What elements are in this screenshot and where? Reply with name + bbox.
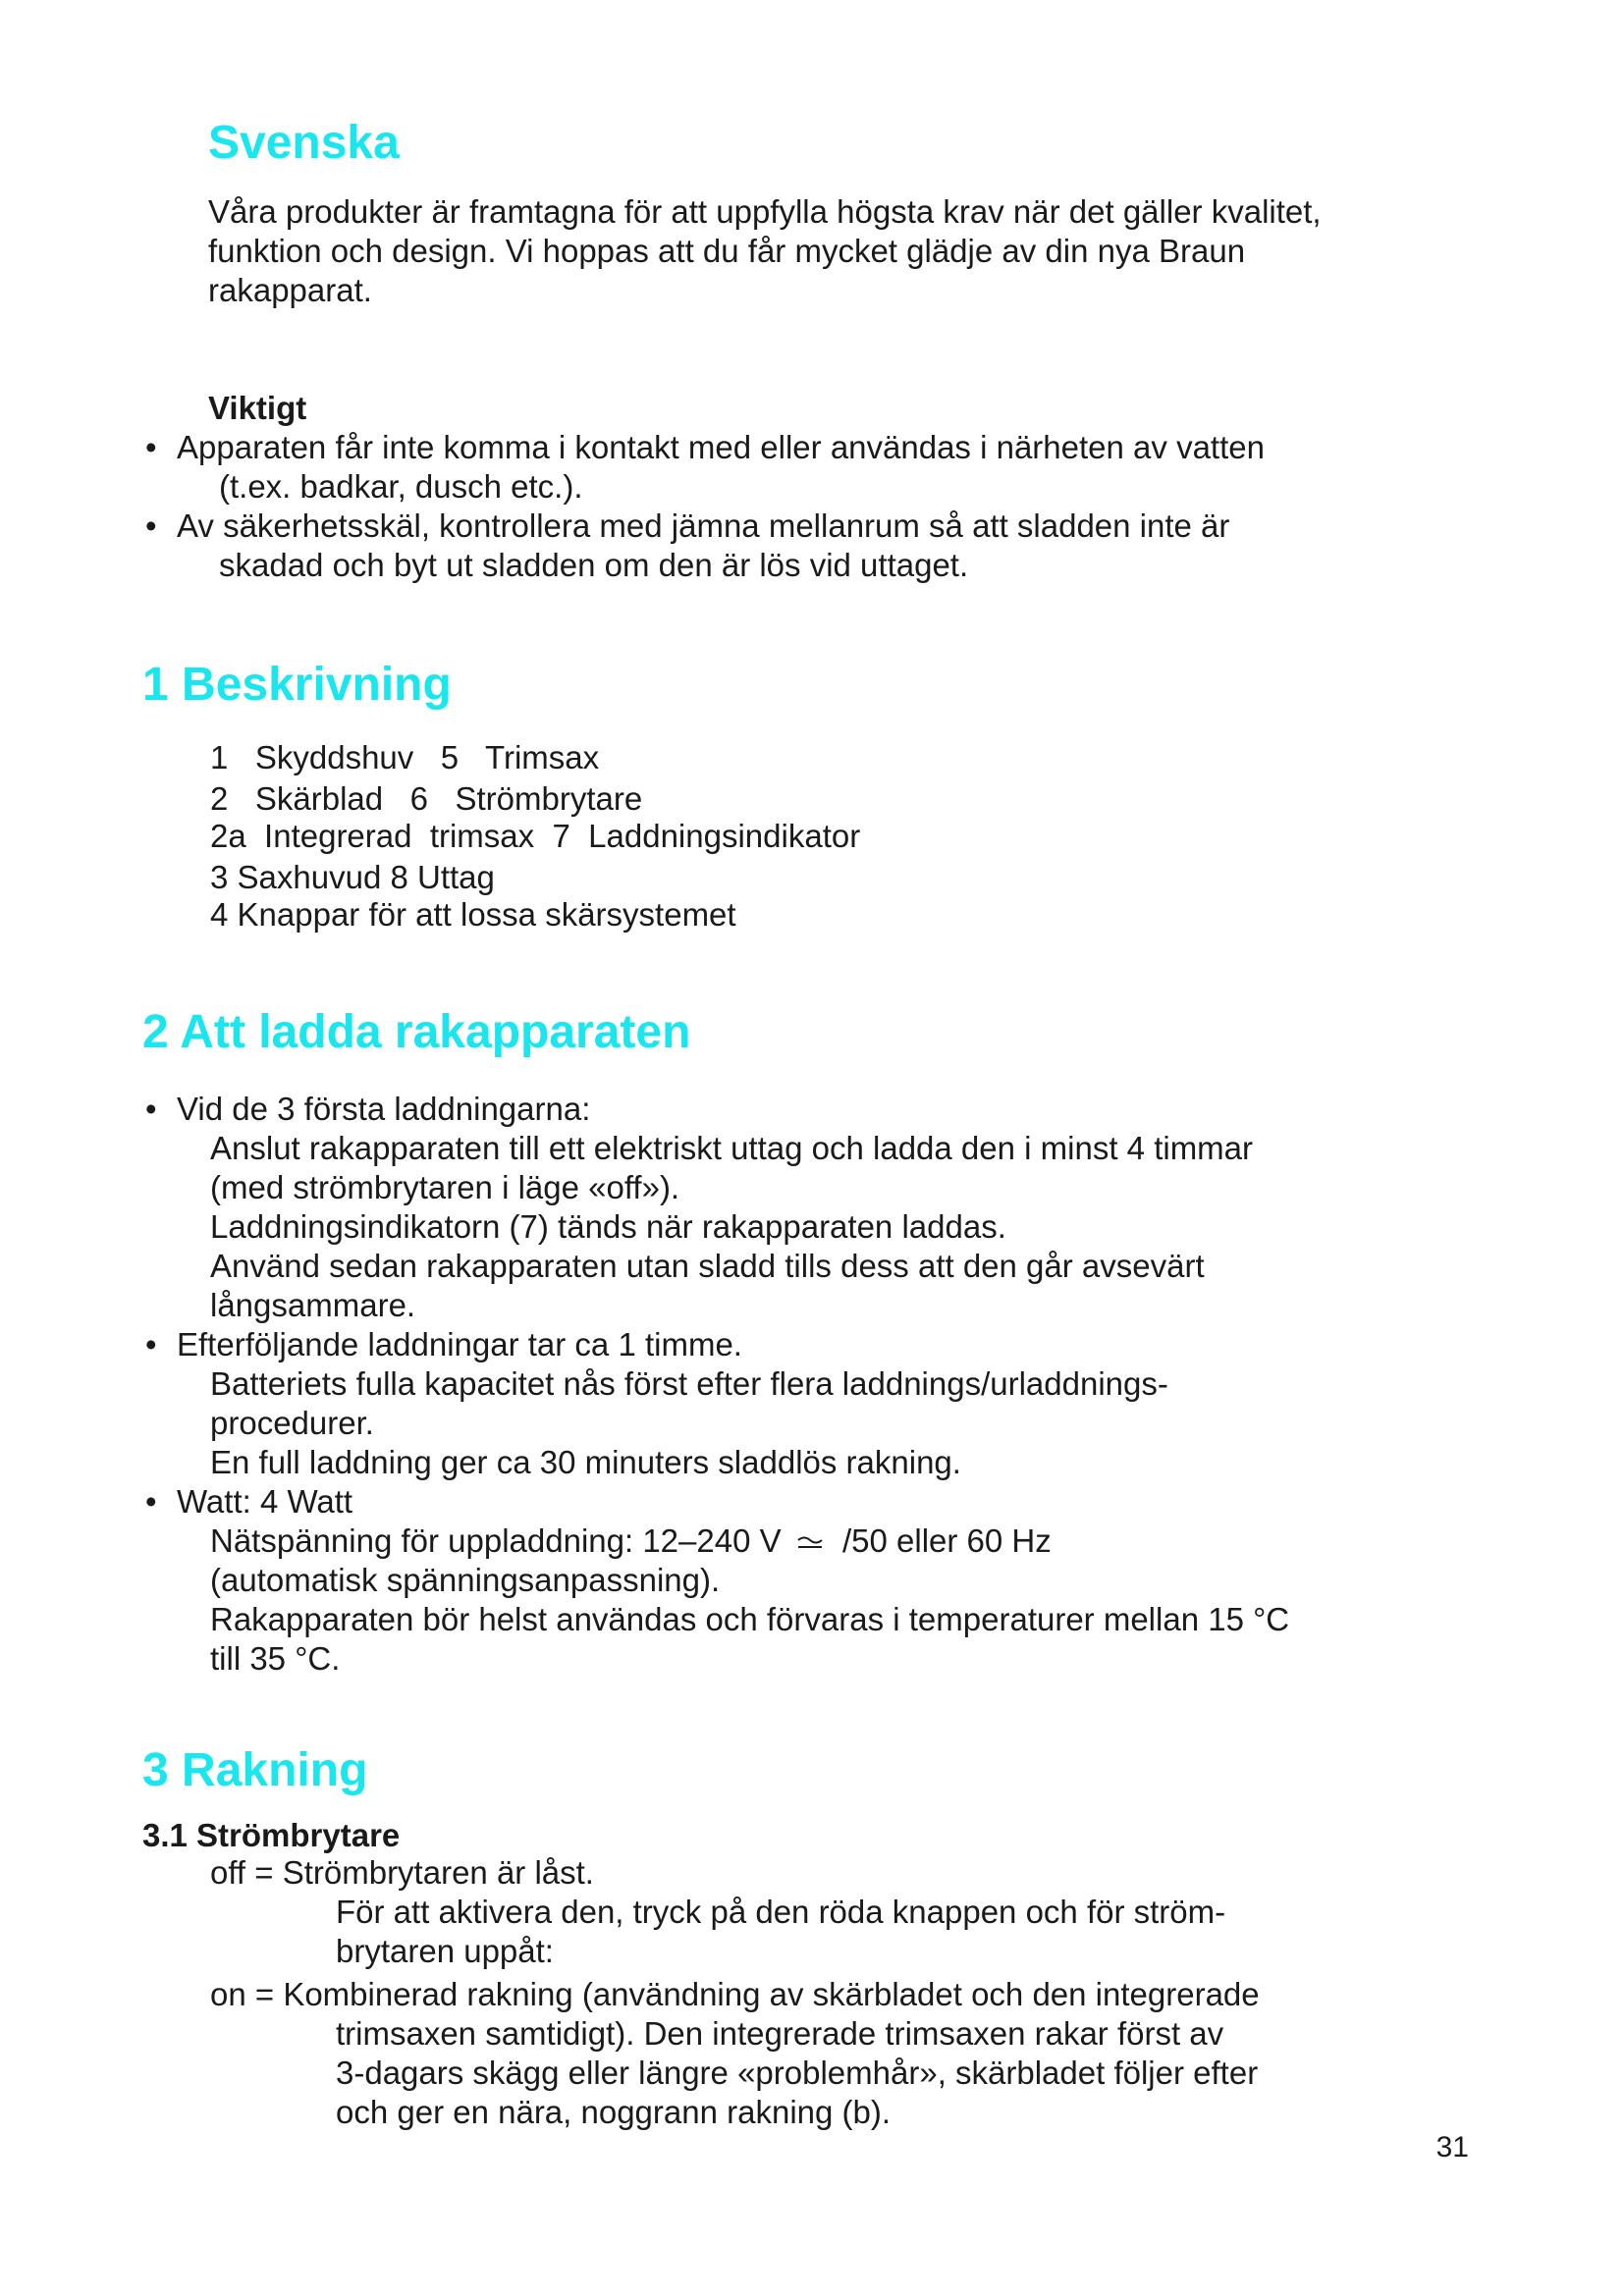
voltage-line	[177, 1522, 1289, 1561]
bullet-text: Efterföljande laddningar tar ca 1 timme.	[177, 1326, 742, 1362]
bullet-text: (automatisk spänningsanpassning).	[210, 1562, 721, 1598]
description-row: 4 Knappar för att lossa skärsystemet	[210, 896, 736, 933]
bullet-dot: •	[145, 507, 157, 544]
bullet-text: Anslut rakapparaten till ett elektriskt uttag och ladda den i minst 4 timmar	[210, 1130, 1254, 1166]
on-label: on = Kombinerad rakning (användning av skärbladet och den integrerade	[210, 1976, 1260, 2012]
bullet-text: Watt: 4 Watt	[177, 1483, 353, 1520]
bullet-dot: •	[145, 1326, 157, 1362]
bullet-text: (med strömbrytaren i läge «off»).	[210, 1169, 680, 1205]
bullet-text: Av säkerhetsskäl, kontrollera med jämna mellanrum så att sladden inte är	[177, 507, 1230, 544]
bullet-text: Apparaten får inte komma i kontakt med eller användas i närheten av vatten	[177, 429, 1265, 465]
bullet-dot: •	[145, 429, 157, 465]
on-text: 3-dagars skägg eller längre «problemhår», skärbladet följer efter	[336, 2055, 1259, 2091]
off-description	[210, 1853, 1225, 1971]
viktigt-bullet-2	[145, 507, 1230, 585]
ac-dc-icon	[796, 1533, 824, 1553]
voltage-suffix: /50 eller 60 Hz	[841, 1522, 1052, 1559]
bullet-text: skadad och byt ut sladden om den är lös vid uttaget.	[219, 547, 969, 583]
section-title-svenska: Svenska	[208, 117, 400, 169]
bullet-text: Laddningsindikatorn (7) tänds när rakapparaten laddas.	[210, 1208, 1006, 1245]
page-number: 31	[1435, 2131, 1469, 2163]
off-label: off = Strömbrytaren är låst.	[210, 1854, 594, 1891]
on-text: och ger en nära, noggrann rakning (b).	[336, 2094, 892, 2130]
bullet-text: till 35 °C.	[210, 1640, 341, 1677]
voltage-prefix: Nätspänning för uppladdning: 12–240 V	[210, 1522, 782, 1559]
bullet-dot: •	[145, 1483, 157, 1520]
bullet-text: Rakapparaten bör helst användas och förvaras i temperaturer mellan 15 °C	[210, 1601, 1290, 1637]
bullet-dot: •	[145, 1091, 157, 1127]
bullet-text: Vid de 3 första laddningarna:	[177, 1091, 591, 1127]
section-title-ladda: 2 Att ladda rakapparaten	[142, 1006, 691, 1058]
bullet-text: långsammare.	[210, 1287, 416, 1323]
intro-line: funktion och design. Vi hoppas att du får mycket glädje av din nya Braun	[208, 233, 1246, 269]
intro-line: Våra produkter är framtagna för att uppfylla högsta krav när det gäller kvalitet,	[208, 193, 1322, 230]
bullet-text: En full laddning ger ca 30 minuters sladdlös rakning.	[210, 1444, 961, 1480]
bullet-text: Använd sedan rakapparaten utan sladd tills dess att den går avsevärt	[210, 1248, 1205, 1284]
viktigt-label: Viktigt	[208, 390, 307, 426]
intro-paragraph	[208, 192, 1322, 310]
description-row: 3 Saxhuvud 8 Uttag	[210, 859, 495, 895]
section-title-rakning: 3 Rakning	[142, 1744, 368, 1796]
description-row: 2a Integrerad trimsax 7 Laddningsindikator	[210, 818, 861, 854]
bullet-text: procedurer.	[210, 1405, 374, 1441]
on-description	[210, 1975, 1260, 2132]
off-text: brytaren uppåt:	[336, 1933, 554, 1969]
off-text: För att aktivera den, tryck på den röda knappen och för ström-	[336, 1894, 1226, 1930]
on-text: trimsaxen samtidigt). Den integrerade trimsaxen rakar först av	[336, 2015, 1224, 2052]
description-row: 2 Skärblad 6 Strömbrytare	[210, 780, 643, 817]
section-title-beskrivning: 1 Beskrivning	[142, 659, 452, 711]
viktigt-bullet-1	[145, 428, 1265, 507]
intro-line: rakapparat.	[208, 272, 372, 308]
subsection-title-strombrytare: 3.1 Strömbrytare	[142, 1817, 401, 1853]
ladda-bullet-2	[145, 1325, 1168, 1482]
ladda-bullet-3	[145, 1482, 1290, 1679]
bullet-text: (t.ex. badkar, dusch etc.).	[219, 468, 583, 505]
description-row: 1 Skyddshuv 5 Trimsax	[210, 739, 600, 775]
ladda-bullet-1	[145, 1090, 1254, 1325]
bullet-text: Batteriets fulla kapacitet nås först efter flera laddnings/urladdnings-	[210, 1365, 1168, 1402]
